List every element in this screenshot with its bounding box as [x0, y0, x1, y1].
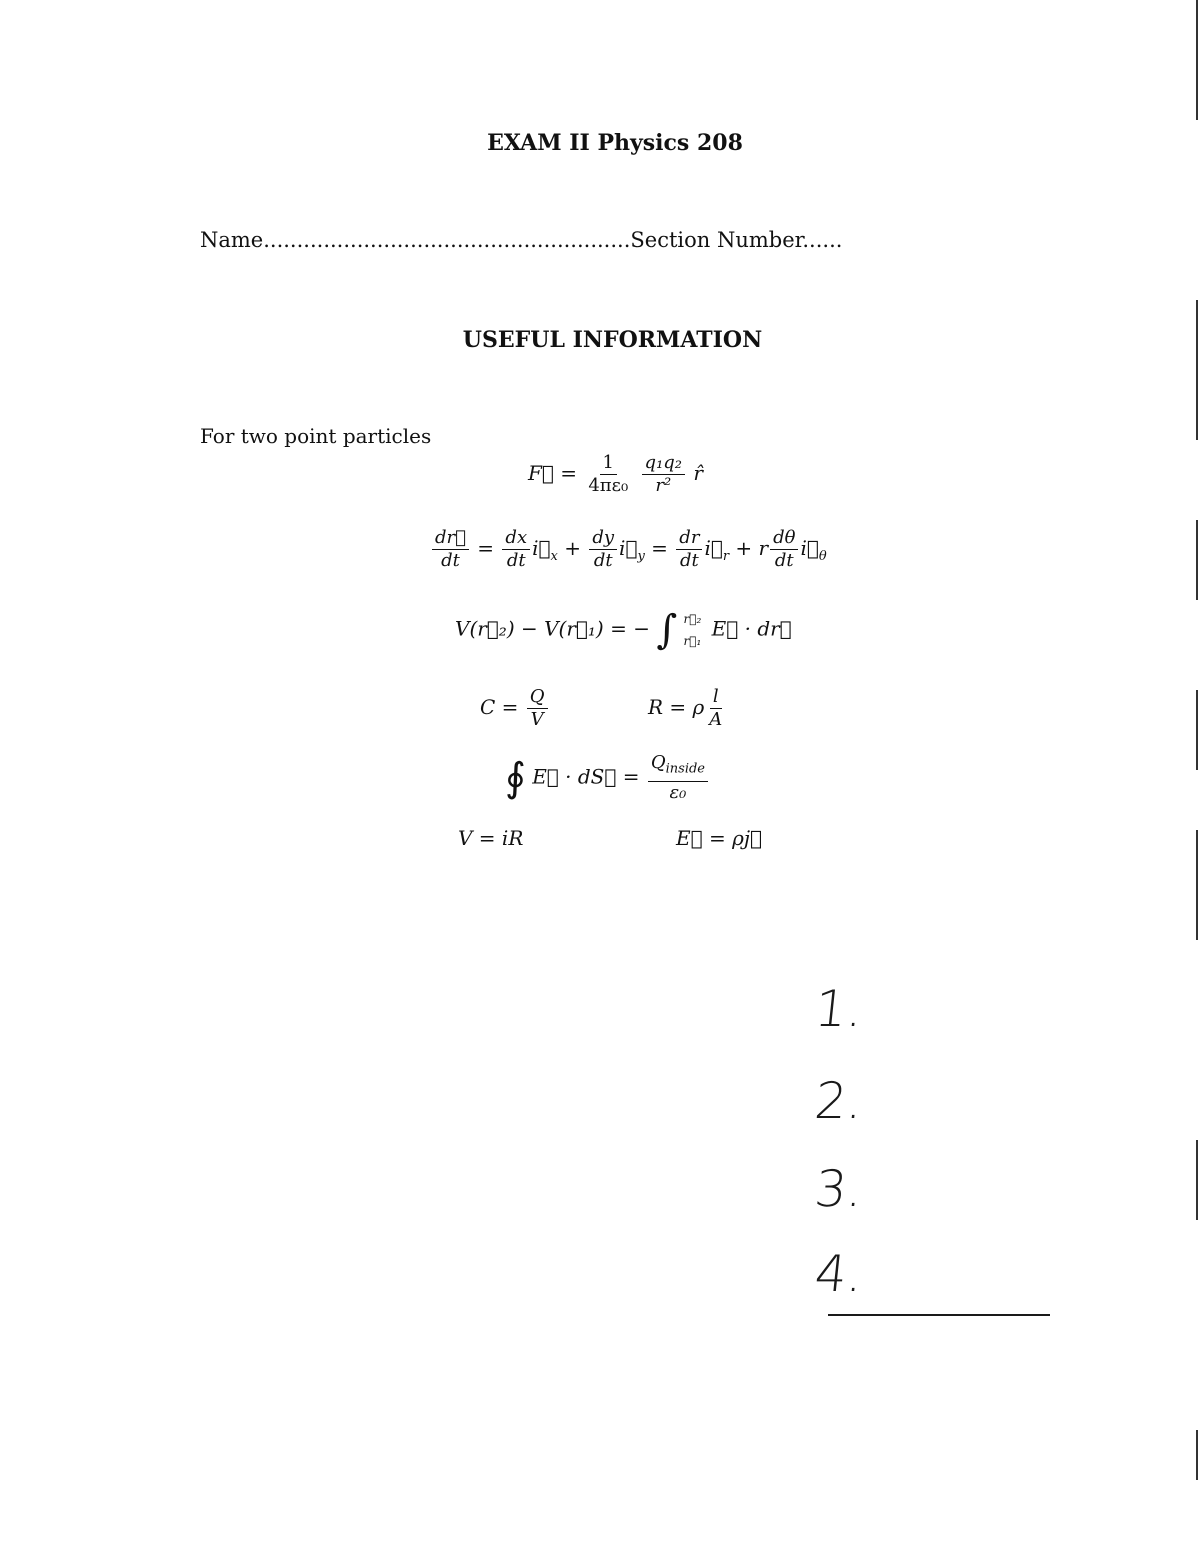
- velocity-iy: i⃗: [619, 536, 638, 560]
- coulomb-num2: q₁q₂: [642, 452, 685, 475]
- section-heading: USEFUL INFORMATION: [462, 327, 763, 353]
- scan-edge-mark: [1196, 690, 1198, 770]
- scan-edge-mark: [1196, 520, 1198, 600]
- resistance-fraction: [706, 686, 725, 731]
- velocity-itheta-sub: θ: [818, 549, 827, 564]
- scan-edge-mark: [1196, 300, 1198, 440]
- velocity-dtheta: [770, 527, 798, 572]
- capacitance-fraction: [527, 686, 548, 731]
- potential-integrand: E⃗ · dr⃗: [711, 616, 792, 641]
- velocity-dtheta-num: dθ: [770, 527, 798, 550]
- velocity-dy: [589, 527, 617, 572]
- gauss-num-wrap: [648, 752, 708, 782]
- coulomb-charge-fraction: [642, 452, 685, 497]
- velocity-ix: i⃗: [532, 536, 551, 560]
- exam-title: EXAM II Physics 208: [487, 130, 743, 156]
- intro-text: For two point particles: [200, 424, 432, 448]
- resistance-lhs: R = ρ: [648, 695, 705, 719]
- gauss-den: ε₀: [669, 781, 687, 803]
- scan-edge-mark: [1196, 0, 1198, 120]
- gauss-law-equation: [505, 752, 710, 804]
- closed-integral-icon: ∮: [505, 754, 526, 801]
- velocity-lhs: [432, 527, 469, 572]
- velocity-lhs-den: dt: [441, 550, 460, 571]
- velocity-dr: [676, 527, 702, 572]
- velocity-plus2: +: [735, 536, 753, 560]
- velocity-dy-num: dy: [589, 527, 617, 550]
- resistance-equation: [648, 686, 727, 731]
- capacitance-lhs: C =: [480, 695, 519, 719]
- integral-limits: [684, 608, 702, 652]
- velocity-lhs-num: dr⃗: [432, 527, 469, 550]
- resistance-num: l: [710, 686, 722, 709]
- name-section-line: Name.......................................................Section Number......: [200, 228, 843, 252]
- resistance-den: A: [709, 709, 723, 730]
- score-item-3: 3.: [811, 1160, 866, 1218]
- velocity-dx-den: dt: [506, 550, 526, 571]
- potential-difference-equation: [455, 608, 792, 652]
- velocity-dx-num: dx: [502, 527, 530, 550]
- gauss-num-sub: inside: [665, 761, 705, 777]
- total-underline: [828, 1314, 1050, 1316]
- velocity-eq1: =: [477, 536, 495, 560]
- velocity-r: r: [758, 536, 769, 560]
- velocity-ir-sub: r: [722, 549, 730, 564]
- velocity-dr-den: dt: [679, 550, 699, 571]
- score-item-2: 2.: [811, 1072, 866, 1130]
- scan-edge-mark: [1196, 830, 1198, 940]
- coulomb-lhs: F⃗ =: [528, 461, 577, 485]
- score-item-4: 4.: [811, 1245, 866, 1303]
- coulomb-den: 4πε₀: [588, 475, 629, 496]
- integral-lower: r⃗₁: [683, 634, 702, 648]
- coulomb-den2: r²: [655, 475, 672, 496]
- velocity-ix-sub: x: [550, 549, 558, 564]
- integral-sign-icon: ∫: [656, 607, 678, 653]
- gauss-num: Q: [650, 752, 666, 773]
- score-item-1: 1.: [811, 980, 866, 1038]
- velocity-plus1: +: [564, 536, 581, 560]
- field-current-equation: E⃗ = ρj⃗: [676, 826, 763, 850]
- ohm-law-equation: V = iR: [458, 826, 524, 850]
- integral-upper: r⃗₂: [683, 612, 702, 626]
- potential-lhs: V(r⃗₂) − V(r⃗₁) = −: [455, 616, 650, 641]
- velocity-itheta: i⃗: [800, 536, 819, 560]
- velocity-dr-num: dr: [676, 527, 702, 550]
- velocity-dtheta-den: dt: [774, 550, 794, 571]
- capacitance-equation: [480, 686, 550, 731]
- velocity-dx: [502, 527, 530, 572]
- gauss-fraction: [648, 752, 708, 804]
- coulomb-law-equation: [528, 452, 703, 497]
- coulomb-num: 1: [600, 452, 617, 475]
- velocity-dy-den: dt: [593, 550, 613, 571]
- scan-edge-mark: [1196, 1430, 1198, 1480]
- velocity-iy-sub: y: [637, 549, 645, 564]
- capacitance-den: V: [530, 709, 544, 730]
- velocity-ir: i⃗: [704, 536, 723, 560]
- velocity-eq2: =: [651, 536, 668, 560]
- capacitance-num: Q: [527, 686, 548, 709]
- velocity-equation: [430, 527, 827, 572]
- coulomb-unit-vector: r̂: [693, 461, 703, 485]
- scan-edge-mark: [1196, 1140, 1198, 1220]
- gauss-lhs: E⃗ · dS⃗ =: [532, 764, 640, 789]
- coulomb-constant-fraction: [585, 452, 631, 497]
